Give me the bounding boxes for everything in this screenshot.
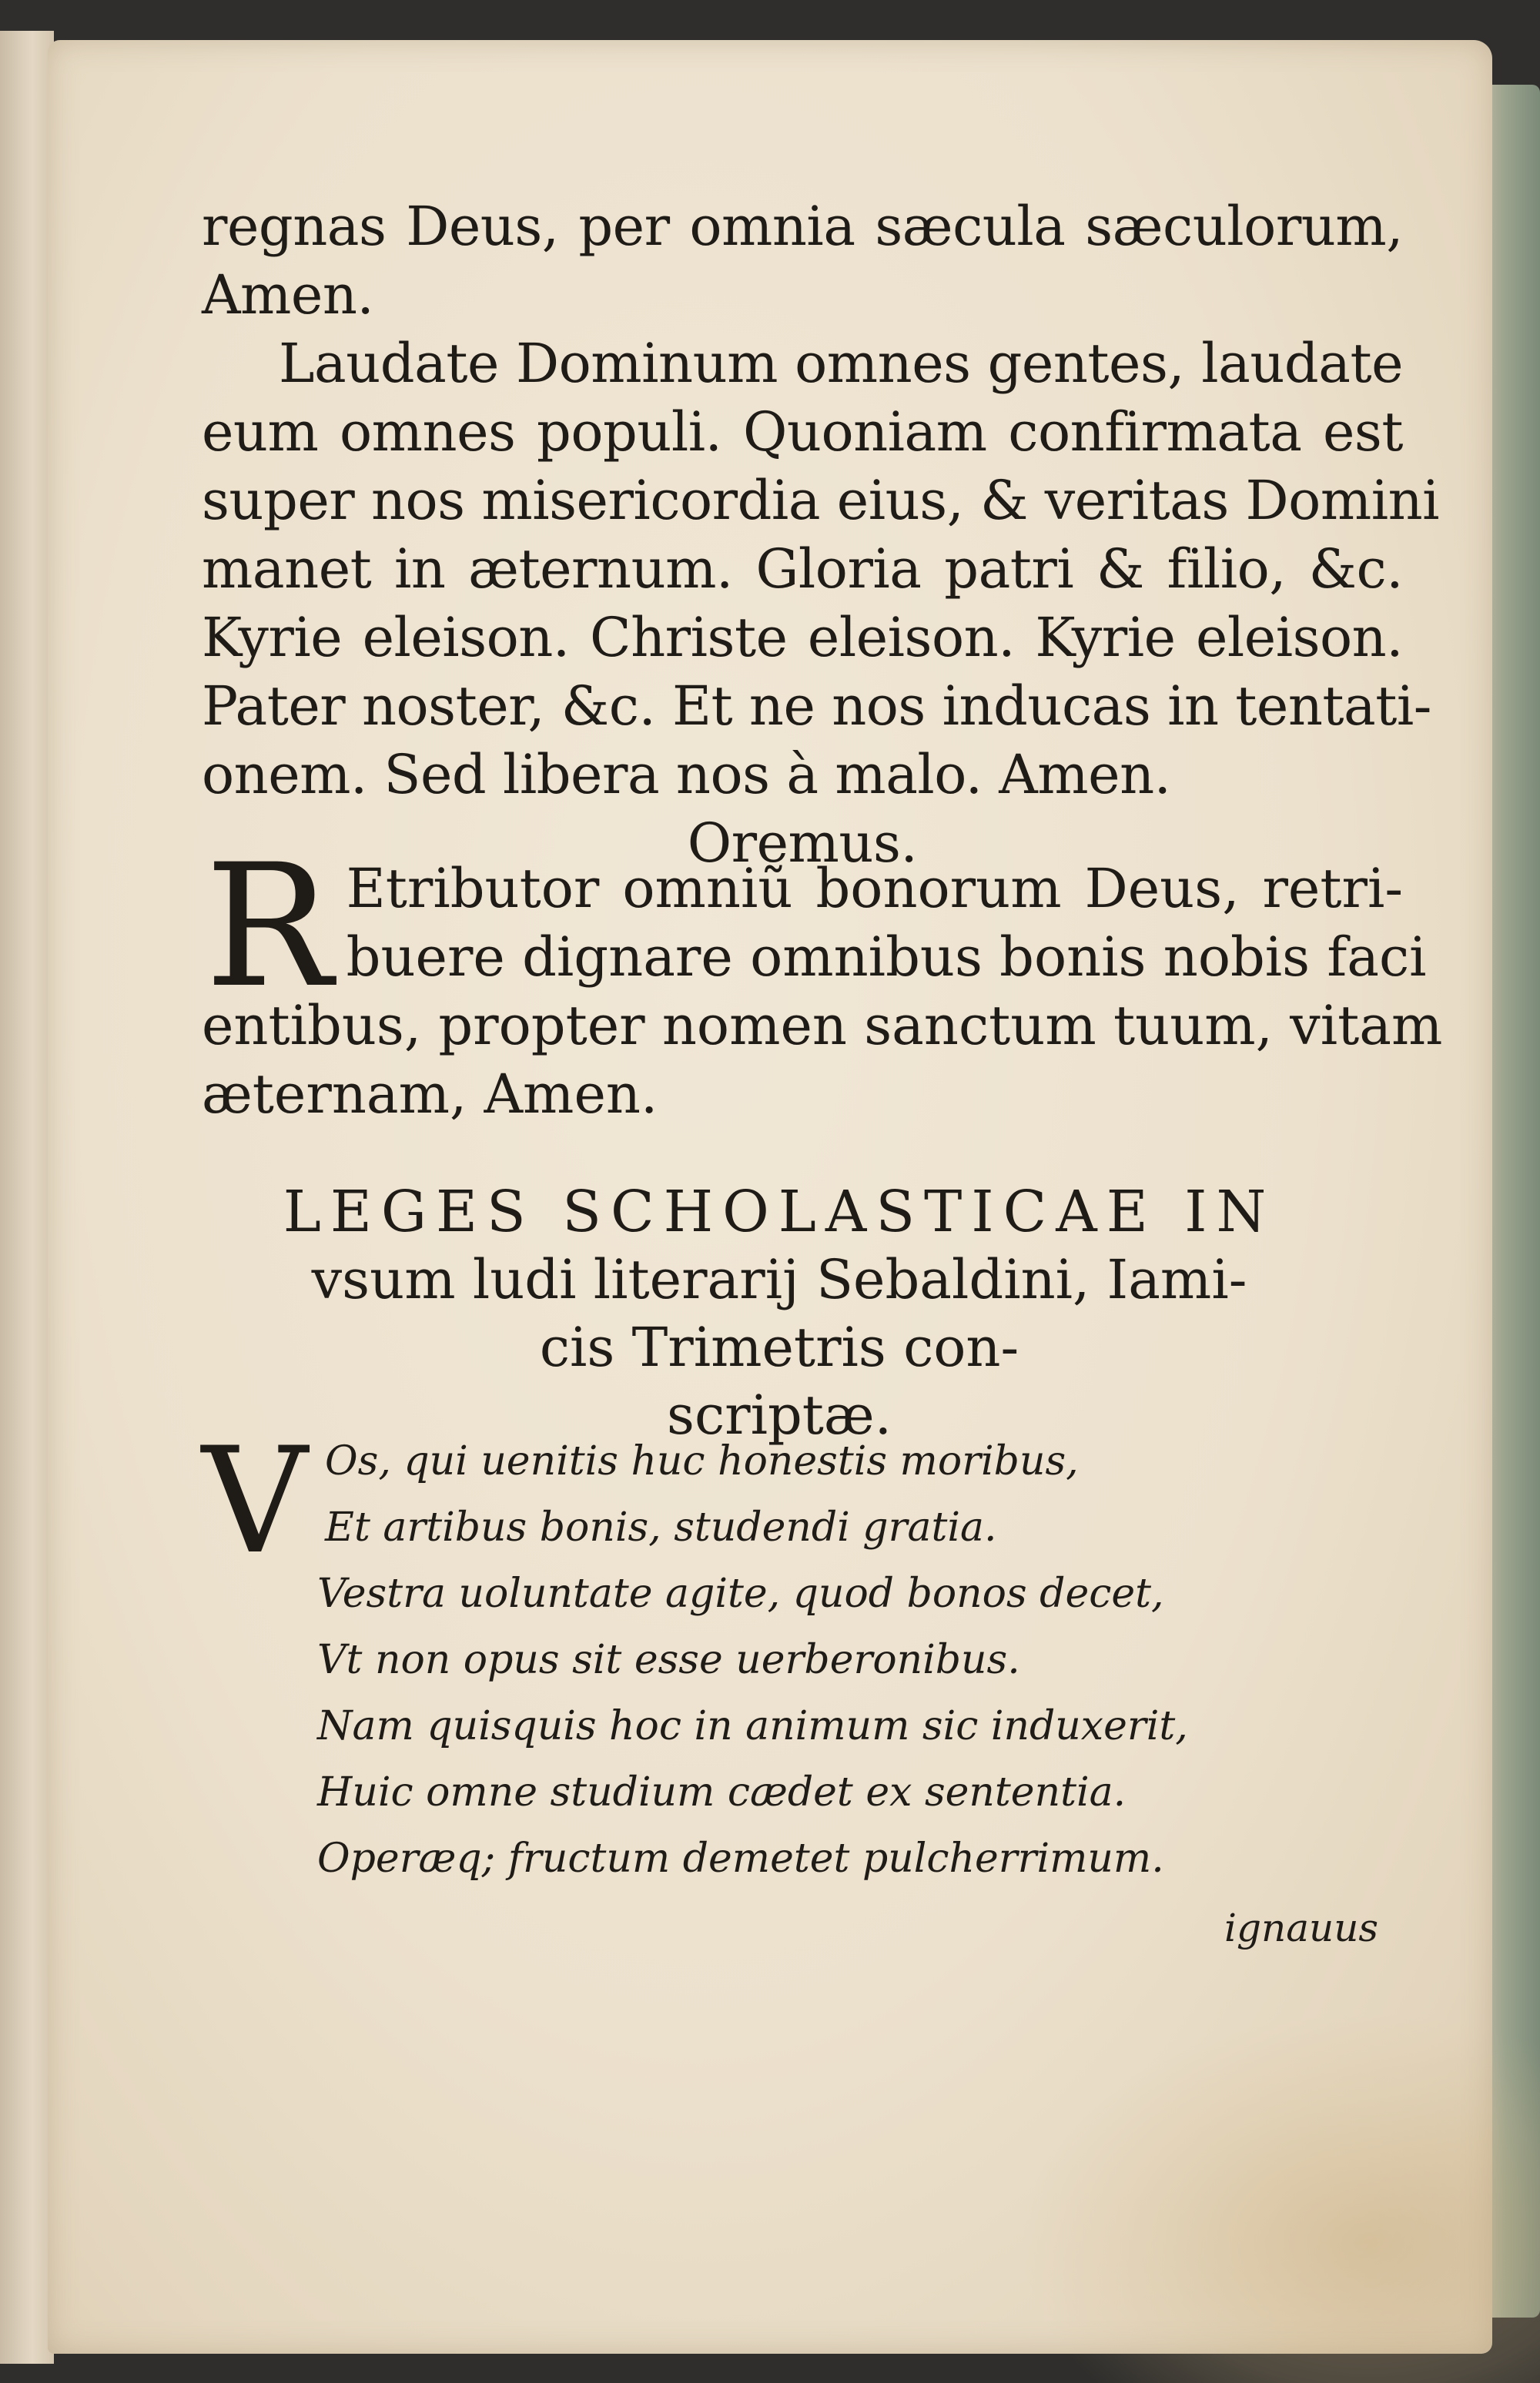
verse-line: Nam quisquis hoc in animum sic induxerit, [317,1703,1188,1749]
verse-line: Vestra uoluntate agite, quod bonos decet, [317,1571,1164,1617]
prayer-line: Amen. [202,263,374,326]
left-page-edge [0,31,54,2364]
verse-line: Operæq; fructum demetet pulcherrimum. [317,1836,1164,1882]
prayer-line: Laudate Dominum omnes gentes, laudate [279,332,1403,395]
leges-title [202,1178,1357,1449]
verse-lines [317,1428,1203,1892]
verse-line: Vt non opus sit esse uerberonibus. [317,1637,1020,1683]
prayer-line: Pater noster, &c. Et ne nos inducas in tentati- [202,674,1431,738]
title-line-4: scriptæ. [667,1384,892,1447]
prayer-text [202,192,1440,878]
collect-line: entibus, propter nomen sanctum tuum, vitam [202,994,1443,1057]
collect-line: buere dignare omnibus bonis nobis faci [346,925,1427,989]
verse-line: Os, qui uenitis huc honestis moribus, [325,1438,1079,1484]
drop-initial-v: V [202,1416,308,1586]
prayer-line: eum omnes populi. Quoniam confirmata est [202,400,1403,464]
collect-line: æternam, Amen. [202,1063,658,1126]
drop-initial-r: R [205,828,333,1025]
prayer-line: regnas Deus, per omnia sæcula sæculorum, [202,195,1403,258]
prayer-line: manet in æternum. Gloria patri & filio, &c. [202,537,1403,601]
collect-line: Etributor omniũ bonorum Deus, retri- [346,857,1403,920]
prayer-line: onem. Sed libera nos à malo. Amen. [202,743,1171,806]
title-line-1: LEGES SCHOLASTICAE IN [283,1179,1276,1245]
verse-line: Et artibus bonis, studendi gratia. [325,1504,997,1551]
prayer-line: super nos misericordia eius, & veritas Domini [202,469,1440,532]
title-line-3: cis Trimetris con- [539,1316,1019,1379]
verse-line: Huic omne studium cædet ex sententia. [317,1769,1127,1816]
water-stain [1018,2011,1540,2383]
oremus-heading: Oremus. [687,812,918,875]
title-line-2: vsum ludi literarij Sebaldini, Iami- [311,1248,1247,1311]
catchword: ignauus [1224,1906,1379,1950]
prayer-line: Kyrie eleison. Christe eleison. Kyrie eleison. [202,606,1403,669]
